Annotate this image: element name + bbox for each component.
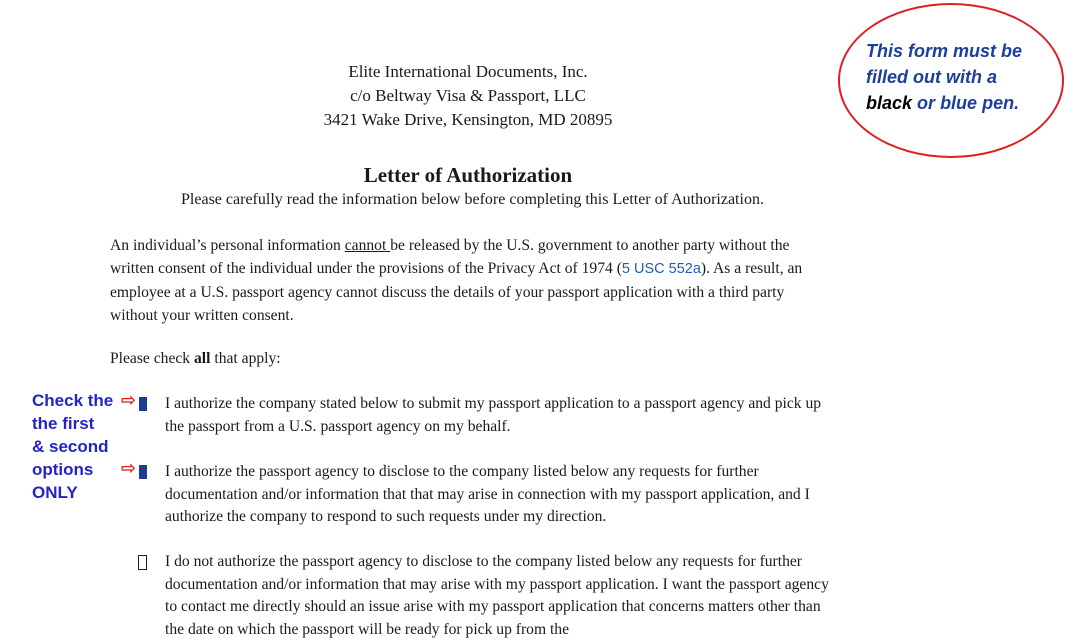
care-of-line: c/o Beltway Visa & Passport, LLC xyxy=(350,86,586,105)
intro-underlined: cannot xyxy=(344,237,391,254)
side-note-line: & second xyxy=(32,437,109,456)
option-3-text: I do not authorize the passport agency to disclose to the company listed below any requests for further documentation and/or information that may arise with my passport application. I want the passport agency to contact me directly should an issue arise with my passport application that concerns matters other than the date on which the passport will be ready for pick up from the xyxy=(165,553,829,638)
pen-word: pen. xyxy=(982,93,1020,113)
right-arrow-icon: ⇨ xyxy=(121,458,137,479)
pen-notice xyxy=(866,38,1056,116)
document-title: Letter of Authorization xyxy=(363,163,573,187)
pen-notice-line3 xyxy=(866,90,1056,116)
pen-notice-line1: This form must be xyxy=(866,41,1023,61)
check-prompt-post: that apply: xyxy=(210,350,281,367)
side-note-line: options xyxy=(32,460,94,479)
check-prompt xyxy=(110,347,830,370)
side-note-line: the first xyxy=(32,414,95,433)
side-note-line: ONLY xyxy=(32,483,78,502)
intro-text-2: be released by the U.S. government to another party without the written consent of the individual under the provisions of the Privacy Act of 1974 ( xyxy=(110,237,790,277)
check-prompt-pre: Please check xyxy=(110,350,194,367)
document-subtitle: Please carefully read the information below before completing this Letter of Authorization. xyxy=(181,191,764,208)
intro-text-3: ). As a result, an employee at a U.S. passport agency cannot discuss the details of your passport application with a third party without your written consent. xyxy=(110,260,803,324)
privacy-paragraph xyxy=(110,234,830,327)
usc-link[interactable]: 5 USC 552a xyxy=(621,261,701,277)
checkbox-marked-icon[interactable] xyxy=(139,397,147,411)
side-note xyxy=(32,389,113,504)
checkbox-marked-icon[interactable] xyxy=(139,465,147,479)
blue-word: blue xyxy=(940,93,978,113)
side-note-line: Check the xyxy=(32,391,114,410)
option-2-text: I authorize the passport agency to disclose to the company listed below any requests for further documentation and/or information that that may arise in connection with my passport application, and I authorize the company to respond to such requests under my direction. xyxy=(165,463,810,525)
right-arrow-icon: ⇨ xyxy=(121,390,137,411)
checkbox-empty-icon[interactable] xyxy=(138,555,147,570)
or-word: or xyxy=(917,93,936,113)
pen-notice-line2: filled out with a xyxy=(866,67,997,87)
address-line: 3421 Wake Drive, Kensington, MD 20895 xyxy=(323,110,613,129)
check-prompt-bold: all xyxy=(194,350,211,367)
company-name: Elite International Documents, Inc. xyxy=(348,62,588,81)
intro-text-1: An individual’s personal information xyxy=(110,237,345,254)
option-1-text: I authorize the company stated below to submit my passport application to a passport agency and pick up the passport from a U.S. passport agency on my behalf. xyxy=(165,395,822,435)
black-word: black xyxy=(866,93,913,113)
